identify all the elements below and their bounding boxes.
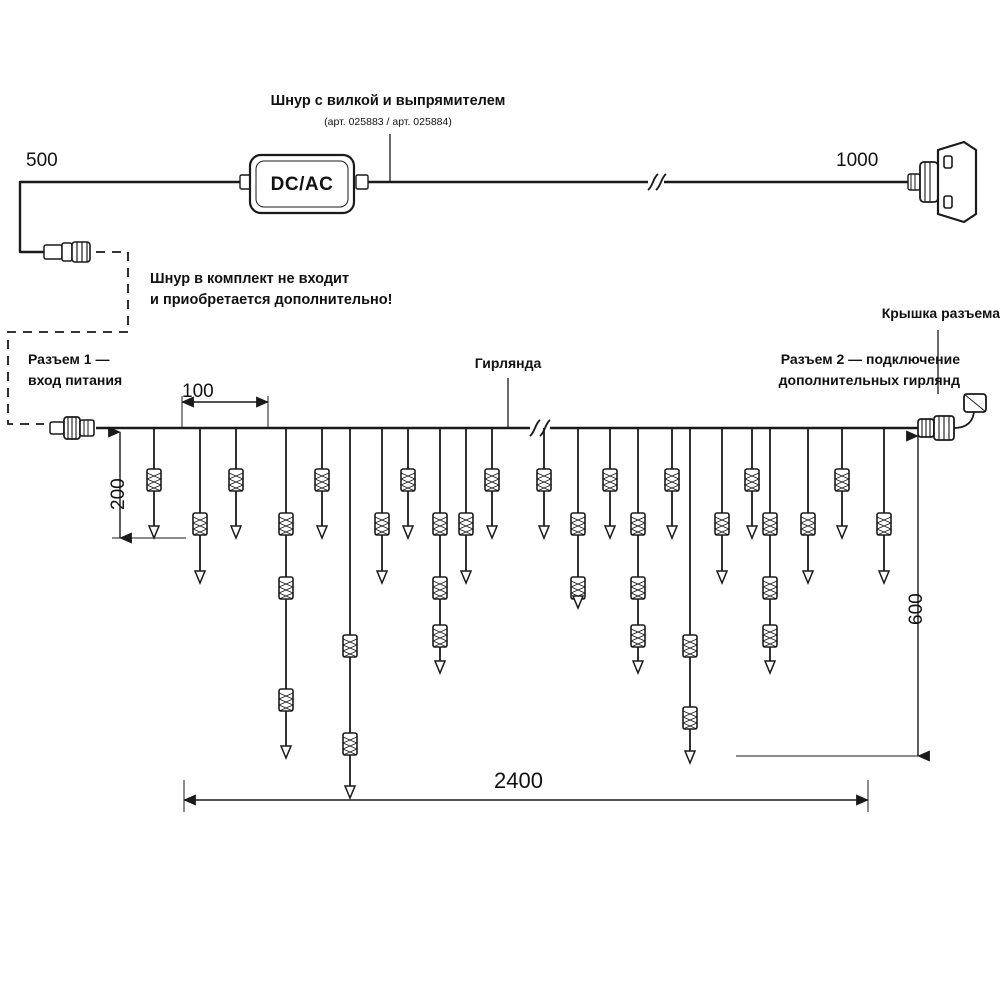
note-line-1: Шнур в комплект не входит (150, 271, 350, 287)
dimension-right-cord: 1000 (836, 150, 879, 171)
dashed-connection-hint (8, 252, 128, 424)
connector2-label-line1: Разъем 2 — подключение (780, 351, 960, 367)
connector1-label-line1: Разъем 1 — (28, 351, 110, 367)
cord-article-label: (арт. 025883 / арт. 025884) (324, 116, 452, 128)
connector2-label-line2: дополнительных гирлянд (778, 372, 960, 388)
dimension-total-length: 2400 (494, 768, 543, 793)
dimension-pitch: 100 (182, 381, 214, 402)
dimension-lines (112, 396, 926, 812)
dimension-long-drop: 600 (906, 593, 927, 625)
dcac-adapter-label: DC/AC (270, 174, 334, 195)
connector1-label-line2: вход питания (28, 372, 123, 388)
led-strands (147, 428, 891, 798)
garland-label: Гирлянда (474, 355, 542, 371)
dimension-short-drop: 200 (108, 478, 129, 510)
cord-title-label: Шнур с вилкой и выпрямителем (270, 93, 506, 109)
top-power-cord (20, 134, 976, 262)
dimension-left-cord: 500 (26, 150, 58, 171)
connector-cover-label: Крышка разъема (881, 305, 1000, 321)
note-line-2: и приобретается дополнительно! (150, 292, 393, 308)
